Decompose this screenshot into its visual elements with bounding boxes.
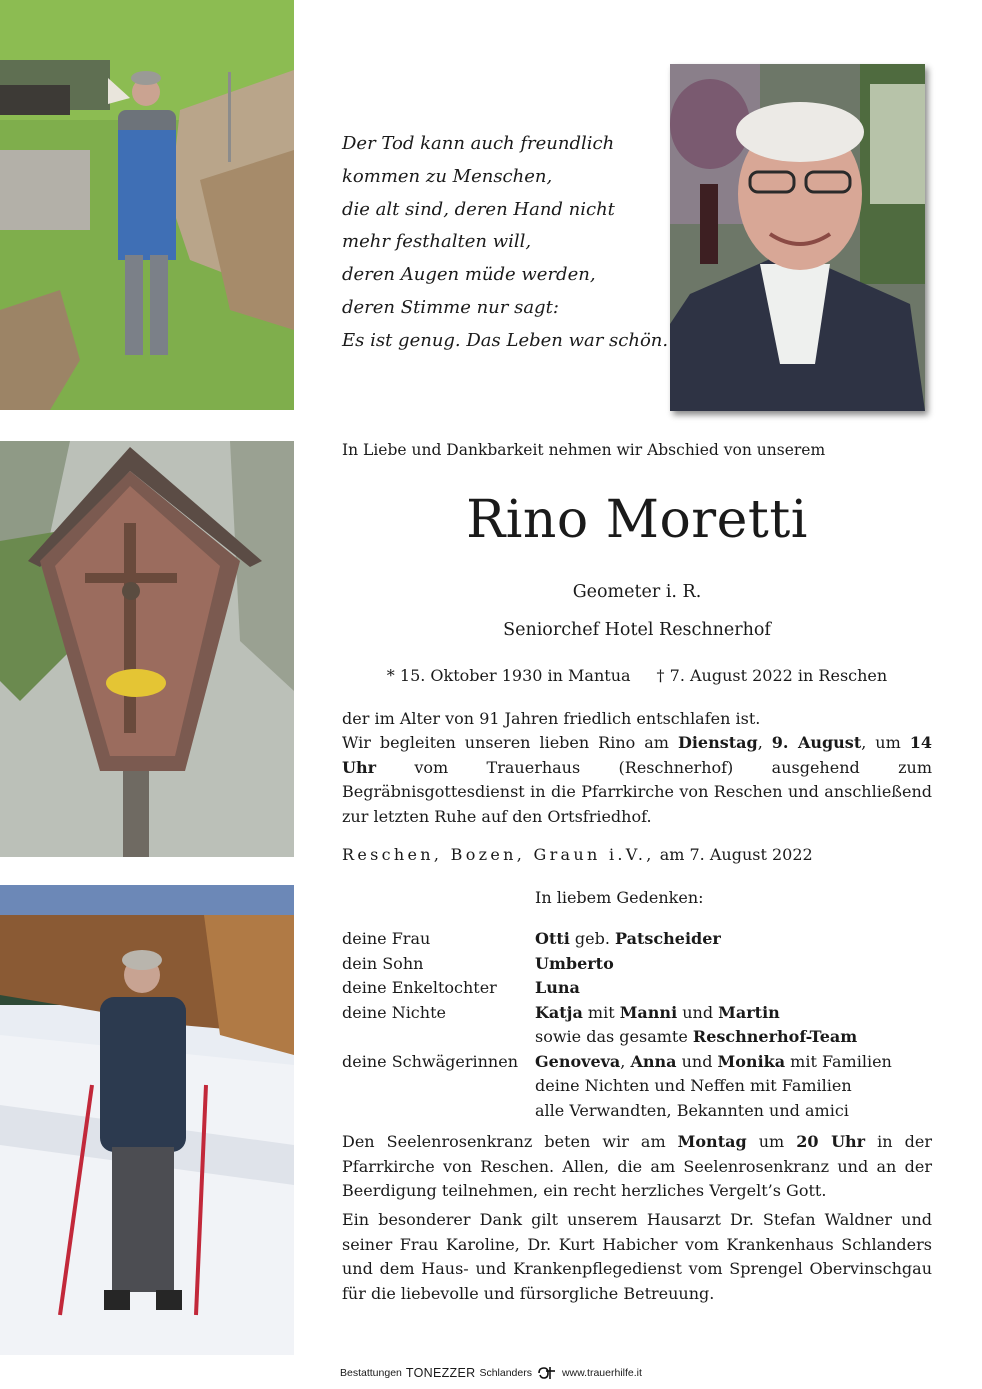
poem-line: mehr festhalten will, bbox=[342, 231, 532, 253]
poem-line: die alt sind, deren Hand nicht bbox=[342, 198, 615, 220]
footer bbox=[340, 1366, 940, 1380]
poem-line: deren Stimme nur sagt: bbox=[342, 296, 559, 318]
mourner-row: deine Enkeltochter Luna bbox=[342, 978, 580, 997]
mourner-row: alle Verwandten, Bekannten und amici bbox=[535, 1100, 849, 1120]
place-and-date: Reschen, Bozen, Graun i.V., am 7. August 2022 bbox=[342, 845, 813, 864]
poem-line: Der Tod kann auch freundlich bbox=[342, 133, 615, 154]
birth-date: * 15. Oktober 1930 in Mantua bbox=[386, 666, 631, 685]
poem bbox=[342, 128, 669, 358]
footer-place: Schlanders bbox=[479, 1367, 532, 1379]
age-paragraph: der im Alter von 91 Jahren friedlich entschlafen ist. bbox=[342, 709, 761, 728]
trauerhilfe-logo-icon bbox=[536, 1366, 558, 1380]
death-date: † 7. August 2022 in Reschen bbox=[656, 666, 888, 685]
in-memory-heading: In liebem Gedenken: bbox=[535, 888, 704, 907]
thanks-paragraph: Ein besonderer Dank gilt unserem Hausarzt Dr. Stefan Waldner und seiner Frau Karoline, Dr. Kurt Habicher vom Krankenhaus Schlanders und dem Haus- und Krankenpflegedienst vom Sprengel Obervinschgau für die liebevolle und fürsorgliche Betreuung. bbox=[342, 1210, 932, 1303]
poem-line: kommen zu Menschen, bbox=[342, 165, 553, 187]
intro-text: In Liebe und Dankbarkeit nehmen wir Abschied von unserem bbox=[342, 441, 826, 459]
wayside-cross-photo bbox=[0, 441, 294, 857]
winter-walk-photo bbox=[0, 885, 294, 1355]
mourners-list bbox=[342, 927, 932, 1123]
footer-brand: TONEZZER bbox=[405, 1366, 476, 1380]
position-title: Seniorchef Hotel Reschnerhof bbox=[503, 620, 771, 640]
mourner-row: deine Schwägerinnen Genoveva, Anna und Monika mit Familien bbox=[342, 1051, 892, 1071]
rosary-paragraph: Den Seelenrosenkranz beten wir am Montag um 20 Uhr in der Pfarrkirche von Reschen. Allen, die am Seelenrosenkranz und an der Beerdigung teilnehmen, ein recht herzliches Vergelt’s Gott. bbox=[342, 1132, 932, 1201]
mourner-row: sowie das gesamte Reschnerhof-Team bbox=[535, 1027, 858, 1046]
profession-title: Geometer i. R. bbox=[572, 582, 702, 602]
footer-url[interactable]: www.trauerhilfe.it bbox=[561, 1367, 642, 1379]
mourner-row: deine Nichte Katja mit Manni und Martin bbox=[342, 1002, 780, 1022]
mourner-row: dein Sohn Umberto bbox=[342, 953, 614, 973]
poem-line: deren Augen müde werden, bbox=[342, 264, 596, 286]
footer-prefix: Bestattungen bbox=[340, 1367, 402, 1379]
deceased-name: Rino Moretti bbox=[466, 490, 808, 550]
life-dates bbox=[342, 666, 932, 685]
mourner-row: deine Frau Otti geb. Patscheider bbox=[342, 929, 721, 948]
poem-line: Es ist genug. Das Leben war schön. bbox=[342, 329, 669, 351]
portrait-photo bbox=[670, 64, 925, 411]
funeral-paragraph: Wir begleiten unseren lieben Rino am Dienstag, 9. August, um 14 Uhr vom Trauerhaus (Reschnerhof) ausgehend zum Begräbnisgottesdienst in die Pfarrkirche von Reschen und anschließend zur letzten Ruhe auf den Ortsfriedhof. bbox=[342, 733, 933, 826]
woodpile-photo bbox=[0, 0, 294, 410]
mourner-row: deine Nichten und Neffen mit Familien bbox=[535, 1076, 852, 1095]
